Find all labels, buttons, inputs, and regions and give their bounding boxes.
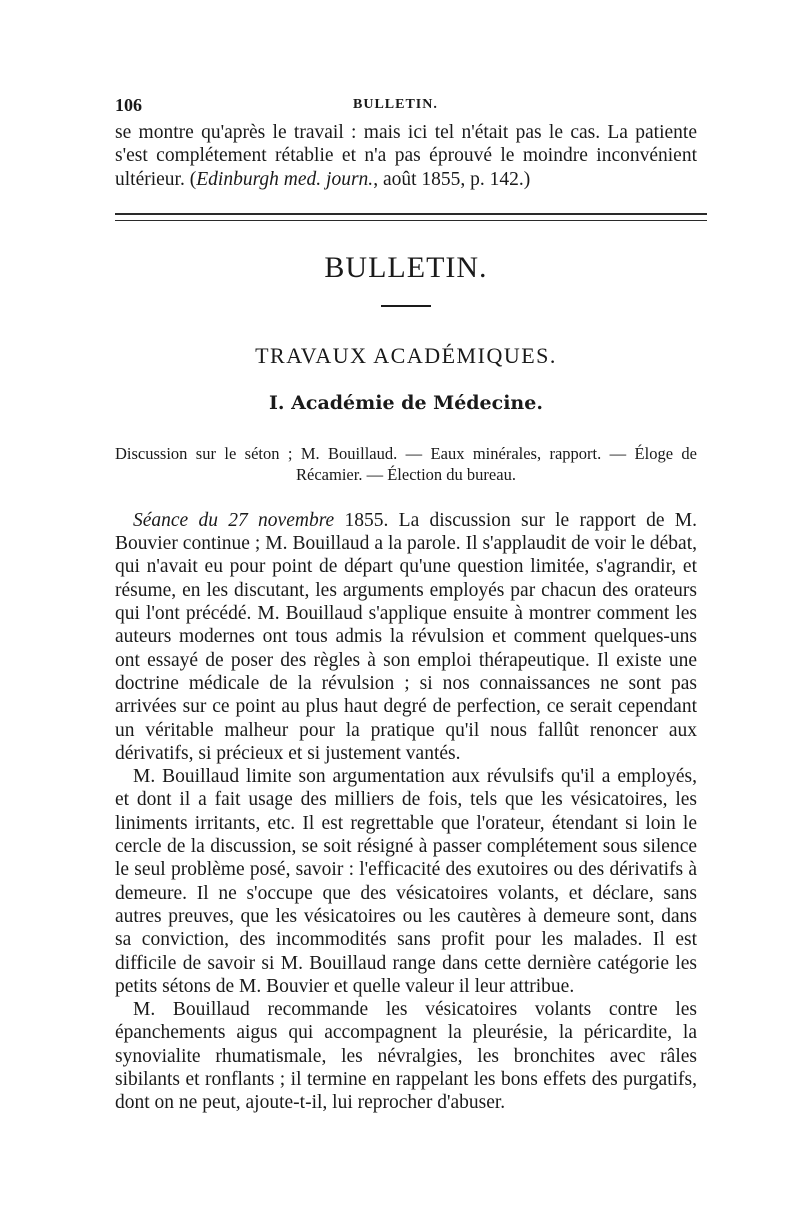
intro-citation-rest: , août 1855, p. 142.)	[373, 168, 531, 190]
body-paragraph-3: M. Bouillaud recommande les vésicatoires volants contre les épanchements aigus qui accompagnent la pleurésie, la péricardite, la synovialite rhumatismale, les névralgies, les bronchites avec râles sibilants et ronflants ; il termine en rappelant les bons effets des purgatifs, dont on ne peut, ajoute-t-il, lui reprocher d'abuser.	[115, 999, 697, 1114]
subsection-title: I. Académie de Médecine.	[269, 391, 543, 414]
bulletin-title: BULLETIN.	[324, 250, 488, 284]
seance-year: 1855.	[334, 509, 389, 531]
section-title: TRAVAUX ACADÉMIQUES.	[255, 342, 557, 368]
paragraph-1-text: La discussion sur le rapport de M. Bouvier continue ; M. Bouillaud a la parole. Il s'applaudit de voir le débat, qui n'avait eu pour point de départ qu'une question limitée, s'agrandir, et résume, en les discutant, les arguments employés par chacun des orateurs qui l'ont précédé. M. Bouillaud s'applique ensuite à montrer comment les auteurs modernes ont tous admis la révulsion et comment quelques-uns ont essayé de poser des règles à son emploi thérapeutique. Il existe une doctrine médicale de la révulsion ; si nos connaissances ne sont pas arrivées sur ce point au plus haut degré de perfection, ce serait cependant un véritable malheur pour la pratique qu'il nous fallût renoncer aux dérivatifs, si précieux et si justement vantés.	[115, 509, 697, 764]
seance-label: Séance du 27 novembre	[133, 509, 335, 531]
body-paragraph-2: M. Bouillaud limite son argumentation aux révulsifs qu'il a employés, et dont il a fait usage des milliers de fois, tels que les vésicatoires, les liniments irritants, etc. Il est regrettable que l'orateur, étendant si loin le cercle de la discussion, se soit résigné à passer complétement sous silence le seul problème posé, savoir : l'efficacité des exutoires ou des dérivatifs à demeure. Il ne s'occupe que des vésicatoires volants, et déclare, sans autres preuves, que les vésicatoires ou les cautères à demeure sont, dans sa conviction, des incommodités sans profit pour les malades. Il est difficile de savoir si M. Bouillaud range dans cette dernière catégorie les petits sétons de M. Bouvier et quelle valeur il leur attribue.	[115, 766, 697, 997]
running-head	[115, 95, 697, 121]
body-paragraph-1	[115, 509, 697, 765]
intro-text: se montre qu'après le travail : mais ici tel n'était pas le cas. La patiente s'est complétement rétablie et n'a pas éprouvé le moindre inconvénient ultérieur.	[115, 122, 697, 190]
intro-citation-journal: Edinburgh med. journ.	[196, 168, 374, 190]
page-number: 106	[115, 95, 142, 115]
session-summary: Discussion sur le séton ; M. Bouillaud. — Eaux minérales, rapport. — Éloge de Récamier. — Élection du bureau.	[115, 443, 697, 484]
book-page	[115, 95, 697, 1115]
intro-citation-open: (	[184, 168, 197, 190]
short-rule-divider	[381, 305, 431, 307]
running-title: BULLETIN.	[353, 97, 438, 112]
intro-paragraph	[115, 121, 697, 191]
double-rule-divider	[115, 213, 707, 221]
